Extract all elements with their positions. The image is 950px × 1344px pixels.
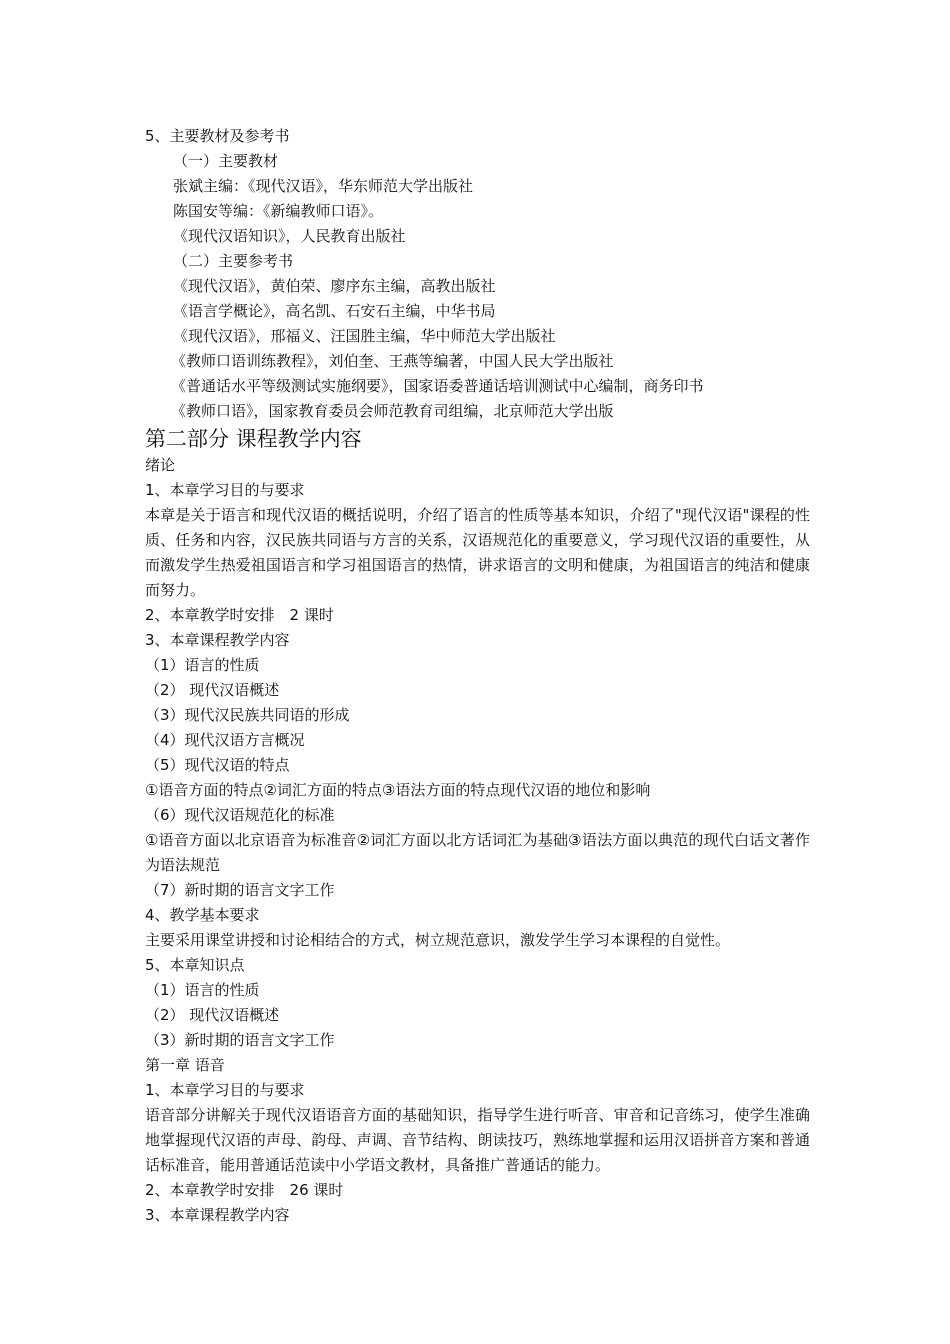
reference-item: 《语言学概论》，高名凯、石安石主编，中华书局 <box>173 302 496 320</box>
intro-content-item: （4）现代汉语方言概况 <box>145 731 305 749</box>
reference-item: 《现代汉语》，邢福义、汪国胜主编，华中师范大学出版社 <box>173 327 556 345</box>
chapter1-goal-text: 语音部分讲解关于现代汉语语音方面的基础知识，指导学生进行听音、审音和记音练习，使学生准确地掌握现代汉语的声母、韵母、声调、音节结构、朗读技巧，熟练地掌握和运用汉语拼音方案和普通话标准音，能用普通话范读中小学语文教材，具备推广普通话的能力。 <box>145 1106 810 1174</box>
chapter1-goal-title: 1、本章学习目的与要求 <box>145 1081 305 1099</box>
textbook-item: 《现代汉语知识》，人民教育出版社 <box>173 227 406 245</box>
document-page <box>145 124 810 1228</box>
intro-standards-text: ①语音方面以北京语音为标准音②词汇方面以北方话词汇为基础③语法方面以典范的现代白话文著作为语法规范 <box>145 831 810 874</box>
intro-goal-text: 本章是关于语言和现代汉语的概括说明，介绍了语言的性质等基本知识，介绍了"现代汉语"课程的性质、任务和内容，汉民族共同语与方言的关系，汉语规范化的重要意义，学习现代汉语的重要性，从而激发学生热爱祖国语言和学习祖国语言的热情，讲求语言的文明和健康，为祖国语言的纯洁和健康而努力。 <box>145 506 810 599</box>
intro-knowledge-title: 5、本章知识点 <box>145 956 245 974</box>
intro-knowledge-item: （3）新时期的语言文字工作 <box>145 1031 335 1049</box>
subheading-main-textbooks: （一）主要教材 <box>173 152 279 170</box>
reference-item: 《教师口语训练教程》，刘伯奎、王燕等编著，中国人民大学出版社 <box>171 352 614 370</box>
chapter1-hours: 2、本章教学时安排 26 课时 <box>145 1181 344 1199</box>
part-title: 第二部分 课程教学内容 <box>145 427 362 451</box>
chapter-title-phonetics: 第一章 语音 <box>145 1056 225 1074</box>
reference-item: 《现代汉语》，黄伯荣、廖序东主编，高教出版社 <box>173 277 496 295</box>
intro-content-item: （5）现代汉语的特点 <box>145 756 290 774</box>
textbook-item: 陈国安等编：《新编教师口语》。 <box>173 202 384 220</box>
subheading-references: （二）主要参考书 <box>173 252 294 270</box>
intro-content-item: （2） 现代汉语概述 <box>145 681 280 699</box>
section-heading-textbooks: 5、主要教材及参考书 <box>145 127 290 145</box>
intro-goal-title: 1、本章学习目的与要求 <box>145 481 305 499</box>
intro-content-item: （3）现代汉民族共同语的形成 <box>145 706 350 724</box>
textbook-item: 张斌主编：《现代汉语》，华东师范大学出版社 <box>173 177 474 195</box>
intro-features-text: ①语音方面的特点②词汇方面的特点③语法方面的特点现代汉语的地位和影响 <box>145 781 651 799</box>
intro-knowledge-item: （2） 现代汉语概述 <box>145 1006 280 1024</box>
chapter-title-intro: 绪论 <box>145 456 176 474</box>
chapter1-content-title: 3、本章课程教学内容 <box>145 1206 290 1224</box>
intro-knowledge-item: （1）语言的性质 <box>145 981 260 999</box>
intro-requirements-text: 主要采用课堂讲授和讨论相结合的方式，树立规范意识，激发学生学习本课程的自觉性。 <box>145 931 731 949</box>
intro-content-item: （1）语言的性质 <box>145 656 260 674</box>
intro-hours: 2、本章教学时安排 2 课时 <box>145 606 334 624</box>
intro-content-item: （6）现代汉语规范化的标准 <box>145 806 335 824</box>
intro-requirements-title: 4、教学基本要求 <box>145 906 260 924</box>
reference-item: 《教师口语》，国家教育委员会师范教育司组编，北京师范大学出版 <box>171 402 614 420</box>
reference-item: 《普通话水平等级测试实施纲要》，国家语委普通话培训测试中心编制，商务印书 <box>171 377 704 395</box>
intro-content-item: （7）新时期的语言文字工作 <box>145 881 335 899</box>
intro-content-title: 3、本章课程教学内容 <box>145 631 290 649</box>
